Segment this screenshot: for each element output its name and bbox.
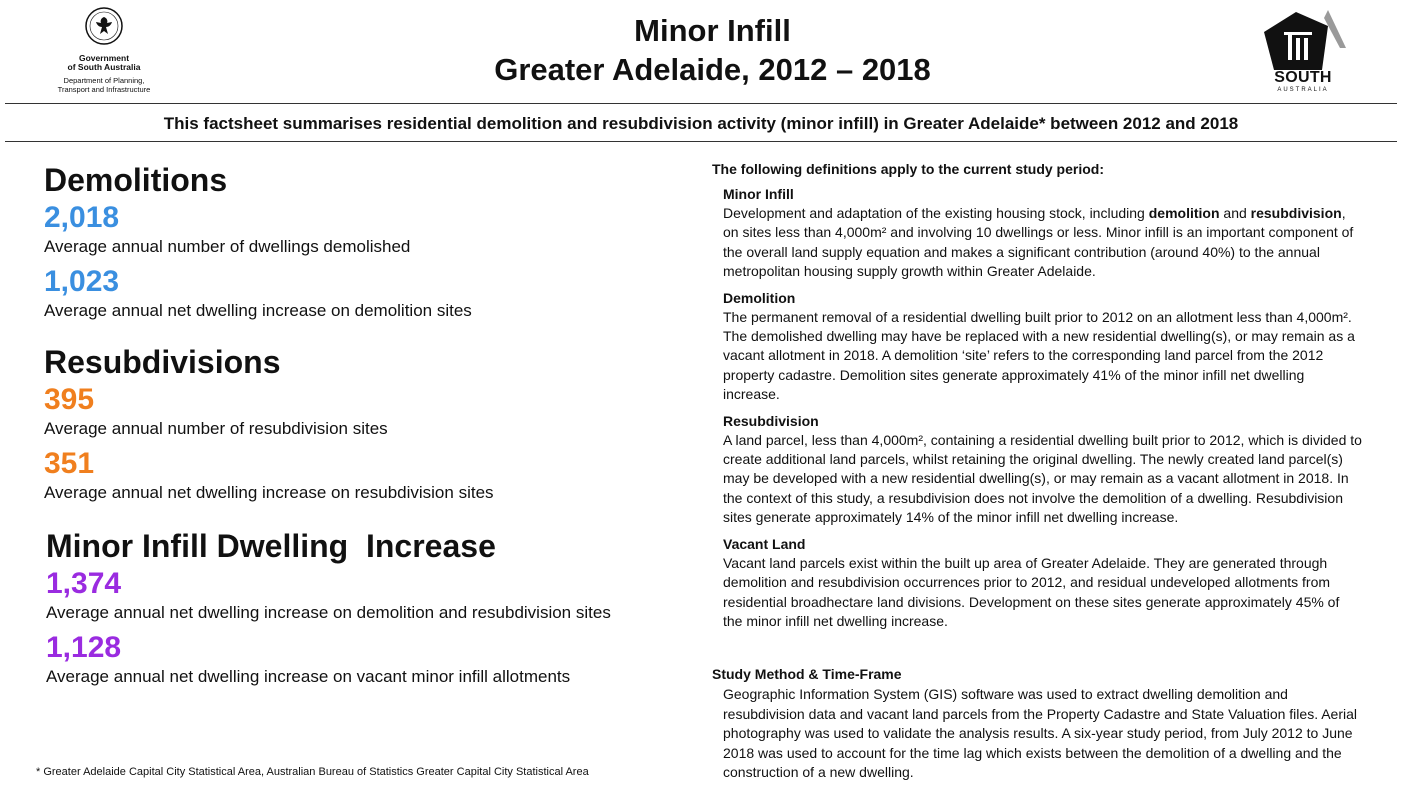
sa-logo-sub: AUSTRALIA — [1277, 87, 1329, 93]
definitions-heading: The following definitions apply to the current study period: — [712, 161, 1104, 177]
demolitions-title: Demolitions — [44, 162, 228, 198]
header-divider — [5, 103, 1397, 104]
sa-pentagon-icon — [1260, 8, 1346, 74]
demolitions-stat1: 2,018 — [44, 201, 120, 234]
footnote: * Greater Adelaide Capital City Statistical Area, Australian Bureau of Statistics Greater Capital City Statistical Area — [36, 766, 589, 778]
minor-infill-desc2: Average annual net dwelling increase on vacant minor infill allotments — [46, 667, 571, 686]
definition-title: Vacant Land — [723, 535, 806, 552]
definition-demolition — [723, 288, 1362, 405]
title-line1: Minor Infill — [634, 13, 791, 48]
piping-shrike-crest-icon — [84, 6, 124, 46]
minor-infill-title: Minor Infill Dwelling Increase — [46, 528, 496, 564]
definition-body: The permanent removal of a residential dwelling built prior to 2012 on an allotment less than 4,000m². The demolished dwelling may have be replaced with a new residential dwelling(s), or may remain as a vacant allotment in 2018. A demolition ‘site’ refers to the corresponding land parcel from the 2012 property cadastre. Demolition sites generate approximately 41% of the minor infill net dwelling increase. — [723, 308, 1355, 403]
definition-body — [723, 204, 1362, 282]
intro-statement: This factsheet summarises residential demolition and resubdivision activity (minor infill) in Greater Adelaide* between 2012 and 2018 — [163, 114, 1239, 133]
resubdivisions-desc2: Average annual net dwelling increase on resubdivision sites — [44, 483, 494, 502]
stats-column — [44, 160, 684, 688]
definition-title: Demolition — [723, 289, 796, 306]
south-australia-logo — [1258, 8, 1348, 94]
definition-text: Development and adaptation of the existing housing stock, including — [723, 205, 1149, 221]
sa-logo-text: SOUTH — [1274, 69, 1332, 86]
intro-divider — [5, 141, 1397, 142]
definition-vacant-land — [723, 534, 1362, 632]
resubdivisions-stat2: 351 — [44, 447, 95, 480]
gov-line1: Government — [78, 53, 130, 63]
definition-body: A land parcel, less than 4,000m², containing a residential dwelling built prior to 2012, which is divided to create additional land parcels, whilst retaining the original dwelling. The newly created land parcel(s) may be developed with a new residential dwelling(s), or may remain as a vacant allotment in 2018. In the context of this study, a resubdivision does not involve the demolition of a dwelling. Resubdivision sites generate approximately 14% of the minor infill net dwelling increase. — [723, 431, 1362, 526]
government-logo — [52, 6, 156, 94]
study-method-title: Study Method & Time-Frame — [712, 666, 902, 683]
study-method — [712, 663, 1362, 782]
resubdivisions-stat1: 395 — [44, 383, 95, 416]
minor-infill-stat2: 1,128 — [46, 631, 122, 664]
resubdivisions-desc1: Average annual number of resubdivision sites — [44, 419, 388, 438]
department-name: Department of Planning, Transport and Infrastructure — [57, 76, 151, 94]
demolitions-stat2: 1,023 — [44, 265, 120, 298]
definition-bold-term: resubdivision — [1250, 205, 1342, 221]
definition-text: and — [1219, 205, 1251, 221]
definition-text: , on sites less than 4,000m² and involving 10 dwellings or less. Minor infill is an important component of the overall land supply equation and makes a significant contribution (around 40%) to the annual metropolitan housing supply growth within Greater Adelaide. — [723, 205, 1354, 280]
study-method-body: Geographic Information System (GIS) software was used to extract dwelling demolition and resubdivision data and vacant land parcels from the Property Cadastre and State Valuation files. Aerial photography was used to validate the analysis results. A six-year study period, from July 2012 to June 2018 was used to account for the time lag which exists between the demolition of a dwelling and the construction of a new dwelling. — [723, 686, 1357, 780]
page-title — [420, 12, 1005, 90]
definition-title: Minor Infill — [723, 186, 794, 202]
demolitions-desc2: Average annual net dwelling increase on demolition sites — [44, 301, 472, 320]
minor-infill-desc1: Average annual net dwelling increase on demolition and resubdivision sites — [46, 603, 611, 622]
definition-body: Vacant land parcels exist within the built up area of Greater Adelaide. They are generated through demolition and resubdivision occurrences prior to 2012, and residual undeveloped allotments from residential broadhectare land divisions. Development on these sites generate approximately 45% of the minor infill net dwelling increase. — [723, 554, 1340, 629]
demolitions-section — [44, 160, 684, 322]
resubdivisions-title: Resubdivisions — [44, 344, 281, 380]
definition-title: Resubdivision — [723, 412, 819, 429]
gov-line2: of South Australia — [67, 62, 141, 72]
definition-minor-infill — [723, 184, 1362, 282]
minor-infill-stat1: 1,374 — [46, 567, 122, 600]
resubdivisions-section — [44, 342, 684, 504]
title-line2: Greater Adelaide, 2012 – 2018 — [494, 52, 931, 87]
definitions-column — [712, 158, 1362, 782]
definition-bold-term: demolition — [1148, 205, 1220, 221]
definition-resubdivision — [723, 411, 1362, 528]
minor-infill-section — [46, 526, 684, 688]
demolitions-desc1: Average annual number of dwellings demolished — [44, 237, 411, 256]
crest-text — [124, 6, 125, 7]
